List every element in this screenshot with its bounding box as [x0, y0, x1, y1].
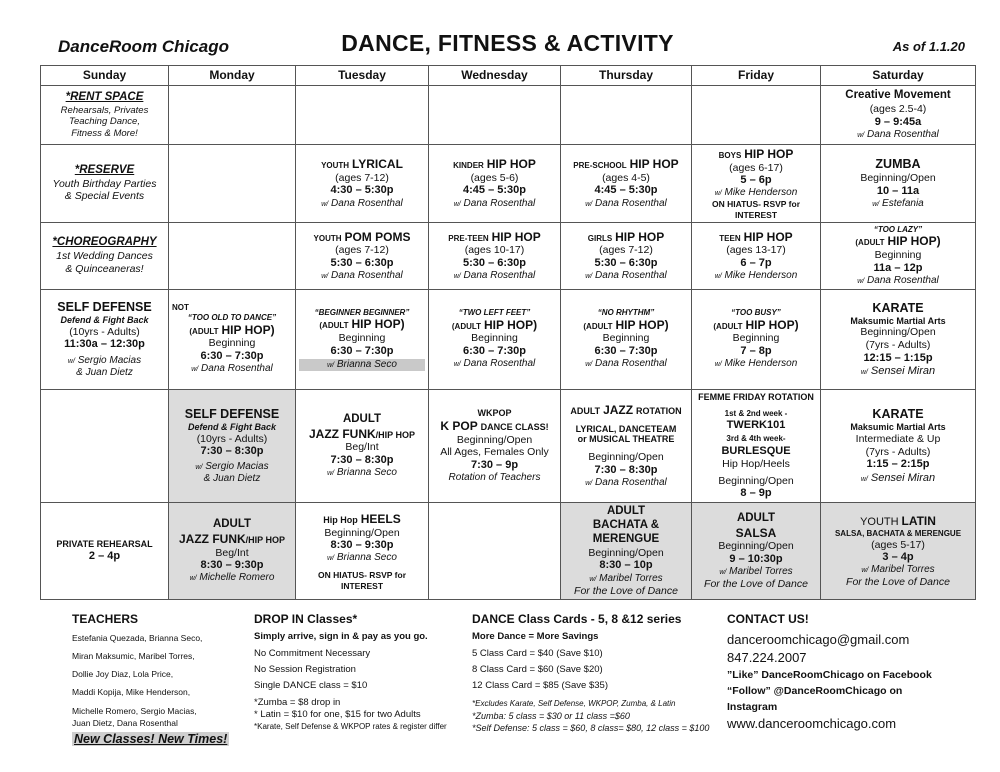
table-row — [41, 389, 976, 503]
schedule-table — [40, 65, 976, 600]
contact-section: CONTACT US! danceroomchicago@gmail.com 847.224.2007 ”Like” DanceRoomChicago on Facebook “Follow” @DanceRoomChicago on Instagram www.danceroomchicago.com — [727, 612, 952, 733]
day-monday: Monday — [169, 66, 296, 86]
table-row — [41, 86, 976, 145]
drop-in-section: DROP IN Classes* Simply arrive, sign in & pay as you go. No Commitment Necessary No Session Registration Single DANCE class = $10 *Zumba = $8 drop in * Latin = $10 for one, $15 for two Adults *Karate, Self Defense & WKPOP rates & register differ — [254, 612, 447, 731]
class-cell: “TWO LEFT FEET” (ADULT HIP HOP) Beginning 6:30 – 7:30p w/ Dana Rosenthal — [429, 289, 561, 389]
empty-cell — [41, 389, 169, 503]
class-cell: BOYS HIP HOP (ages 6-17) 5 – 6p w/ Mike Henderson ON HIATUS- RSVP for INTEREST — [692, 145, 821, 223]
class-cell: PRE-TEEN HIP HOP (ages 10-17) 5:30 – 6:30p w/ Dana Rosenthal — [429, 222, 561, 289]
class-cell: “BEGINNER BEGINNER” (ADULT HIP HOP) Beginning 6:30 – 7:30p w/ Brianna Seco — [296, 289, 429, 389]
class-cell: YOUTH POM POMS (ages 7-12) 5:30 – 6:30p w/ Dana Rosenthal — [296, 222, 429, 289]
class-cell: “TOO BUSY” (ADULT HIP HOP) Beginning 7 – 8p w/ Mike Henderson — [692, 289, 821, 389]
class-cell: ZUMBA Beginning/Open 10 – 11a w/ Estefania — [821, 145, 976, 223]
class-cell: KARATE Maksumic Martial Arts Beginning/Open (7yrs - Adults) 12:15 – 1:15p w/ Sensei Miran — [821, 289, 976, 389]
choreography-cell: *CHOREOGRAPHY 1st Wedding Dances & Quinceaneras! — [41, 222, 169, 289]
class-cell: PRE-SCHOOL HIP HOP (ages 4-5) 4:45 – 5:30p w/ Dana Rosenthal — [561, 145, 692, 223]
class-cell: YOUTH LATIN SALSA, BACHATA & MERENGUE (ages 5-17) 3 – 4p w/ Maribel Torres For the Love of Dance — [821, 503, 976, 600]
class-cell: FEMME FRIDAY ROTATION 1st & 2nd week - TWERK101 3rd & 4th week- BURLESQUE Hip Hop/Heels Beginning/Open 8 – 9p — [692, 389, 821, 503]
day-friday: Friday — [692, 66, 821, 86]
day-wednesday: Wednesday — [429, 66, 561, 86]
as-of-date: As of 1.1.20 — [892, 39, 965, 54]
class-cell: WKPOP K POP DANCE CLASS! Beginning/Open All Ages, Females Only 7:30 – 9p Rotation of Teachers — [429, 389, 561, 503]
email-link[interactable]: danceroomchicago@gmail.com — [727, 632, 910, 647]
brand-name: DanceRoom Chicago — [58, 37, 229, 56]
class-cell: KINDER HIP HOP (ages 5-6) 4:45 – 5:30p w/ Dana Rosenthal — [429, 145, 561, 223]
empty-cell — [561, 86, 692, 145]
class-cell: TEEN HIP HOP (ages 13-17) 6 – 7p w/ Mike Henderson — [692, 222, 821, 289]
table-row — [41, 222, 976, 289]
day-thursday: Thursday — [561, 66, 692, 86]
class-cell: ADULT BACHATA & MERENGUE Beginning/Open 8:30 – 10p w/ Maribel Torres For the Love of Dance — [561, 503, 692, 600]
class-cell: ADULT JAZZ FUNK/HIP HOP Beg/Int 7:30 – 8:30p w/ Brianna Seco — [296, 389, 429, 503]
empty-cell — [169, 222, 296, 289]
page-title: DANCE, FITNESS & ACTIVITY — [341, 30, 674, 56]
empty-cell — [692, 86, 821, 145]
day-sunday: Sunday — [41, 66, 169, 86]
class-cell: NOT “TOO OLD TO DANCE” (ADULT HIP HOP) Beginning 6:30 – 7:30p w/ Dana Rosenthal — [169, 289, 296, 389]
table-row — [41, 289, 976, 389]
instagram-text: “Follow” @DanceRoomChicago on Instagram — [727, 685, 903, 713]
footer — [72, 612, 952, 757]
empty-cell — [169, 86, 296, 145]
day-header-row — [41, 66, 976, 86]
class-cell: ADULT JAZZ FUNK/HIP HOP Beg/Int 8:30 – 9:30p w/ Michelle Romero — [169, 503, 296, 600]
class-cell: YOUTH LYRICAL (ages 7-12) 4:30 – 5:30p w/ Dana Rosenthal — [296, 145, 429, 223]
class-cell: ADULT JAZZ ROTATION LYRICAL, DANCETEAM or MUSICAL THEATRE Beginning/Open 7:30 – 8:30p w/ Dana Rosenthal — [561, 389, 692, 503]
class-cell: SELF DEFENSE Defend & Fight Back (10yrs - Adults) 11:30a – 12:30p w/ Sergio Macias & Juan Dietz — [41, 289, 169, 389]
empty-cell — [296, 86, 429, 145]
class-cell: SELF DEFENSE Defend & Fight Back (10yrs - Adults) 7:30 – 8:30p w/ Sergio Macias & Juan Dietz — [169, 389, 296, 503]
day-tuesday: Tuesday — [296, 66, 429, 86]
class-cell: Creative Movement (ages 2.5-4) 9 – 9:45a w/ Dana Rosenthal — [821, 86, 976, 145]
class-cell: “NO RHYTHM” (ADULT HIP HOP) Beginning 6:30 – 7:30p w/ Dana Rosenthal — [561, 289, 692, 389]
class-cell: GIRLS HIP HOP (ages 7-12) 5:30 – 6:30p w/ Dana Rosenthal — [561, 222, 692, 289]
empty-cell — [429, 503, 561, 600]
class-cards-section: DANCE Class Cards - 5, 8 &12 series More Dance = More Savings 5 Class Card = $40 (Save $10) 8 Class Card = $60 (Save $20) 12 Class Card = $85 (Save $35) *Excludes Karate, Self Defense, WKPOP, Zumba, & Latin *Zumba: 5 class = $30 or 11 class =$60 *Self Defense: 5 class = $60, 8 class= $80, 12 class = $100 — [472, 612, 710, 733]
facebook-text: ”Like” DanceRoomChicago on Facebook — [727, 669, 932, 681]
table-row — [41, 145, 976, 223]
phone-number: 847.224.2007 — [727, 650, 807, 665]
new-classes-banner: New Classes! New Times! — [74, 732, 228, 746]
table-row — [41, 503, 976, 600]
website-link[interactable]: www.danceroomchicago.com — [727, 716, 897, 731]
class-cell: PRIVATE REHEARSAL 2 – 4p — [41, 503, 169, 600]
reserve-cell: *RESERVE Youth Birthday Parties & Special Events — [41, 145, 169, 223]
empty-cell — [429, 86, 561, 145]
day-saturday: Saturday — [821, 66, 976, 86]
class-cell: Hip Hop HEELS Beginning/Open 8:30 – 9:30p w/ Brianna Seco ON HIATUS- RSVP for INTEREST — [296, 503, 429, 600]
class-cell: ADULT SALSA Beginning/Open 9 – 10:30p w/ Maribel Torres For the Love of Dance — [692, 503, 821, 600]
teachers-section: TEACHERS Estefania Quezada, Brianna Seco, Miran Maksumic, Maribel Torres, Dollie Joy Diaz, Lola Price, Maddi Kopija, Mike Henderson, Michelle Romero, Sergio Macias, Juan Dietz, Dana Rosenthal — [72, 612, 203, 728]
page-header — [40, 30, 975, 62]
class-cell: KARATE Maksumic Martial Arts Intermediate & Up (7yrs - Adults) 1:15 – 2:15p w/ Sensei Miran — [821, 389, 976, 503]
empty-cell — [169, 145, 296, 223]
rent-space-cell: *RENT SPACE Rehearsals, Privates Teaching Dance, Fitness & More! — [41, 86, 169, 145]
class-cell: “TOO LAZY” (ADULT HIP HOP) Beginning 11a – 12p w/ Dana Rosenthal — [821, 222, 976, 289]
